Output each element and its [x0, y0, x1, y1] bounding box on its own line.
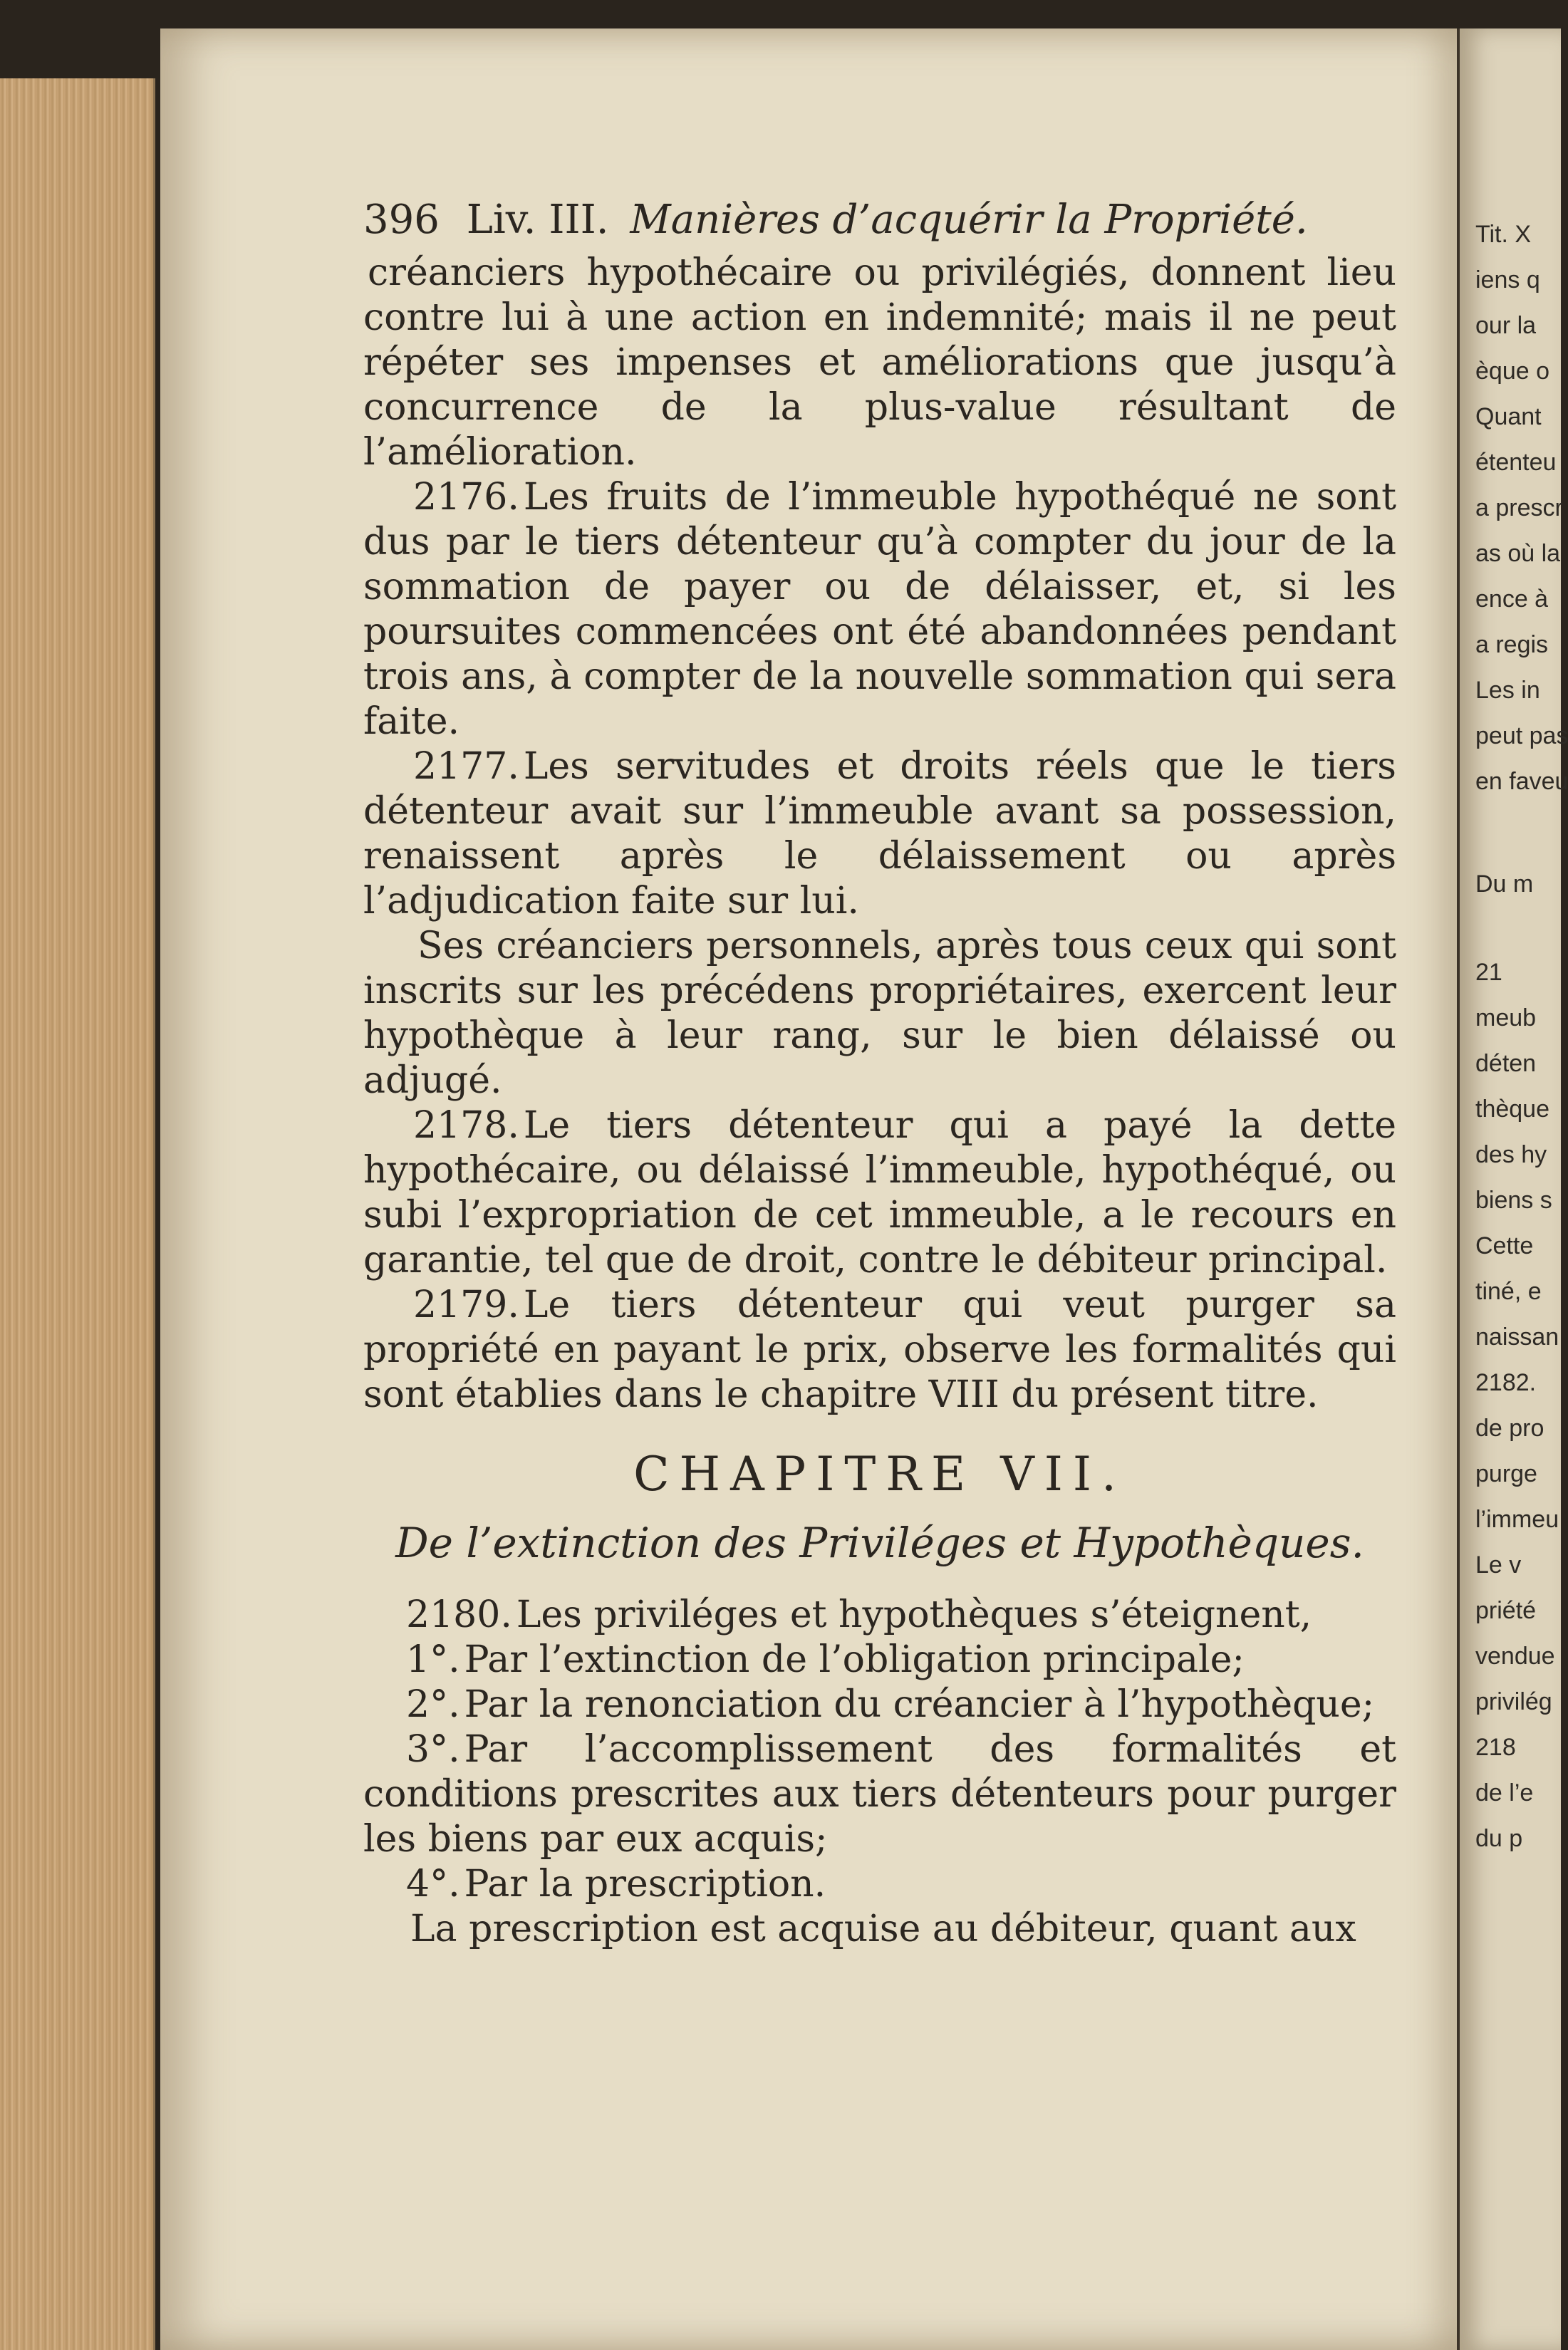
next-page-fragment: meub — [1475, 1004, 1537, 1031]
next-page-fragment: de pro — [1475, 1415, 1544, 1442]
running-header — [363, 192, 1396, 248]
next-page-fragment: purge — [1475, 1460, 1537, 1487]
item-number: 3°. — [406, 1728, 460, 1771]
next-page-fragment: Du m — [1475, 870, 1534, 898]
next-page-fragment: en faveu — [1475, 768, 1568, 795]
next-page-fragment: thèque — [1475, 1096, 1549, 1123]
paragraph: Ses créanciers personnels, après tous ceux qui sont inscrits sur les précédens propriétaires, exercent leur hypothèque à leur rang, sur le bien délaissé ou adjugé. — [363, 925, 1396, 1102]
list-item: 1°. Par l’extinction de l’obligation principale; — [406, 1638, 1245, 1681]
page-text — [363, 192, 1396, 1952]
paragraph: La prescription est acquise au débiteur, quant aux — [410, 1908, 1356, 1950]
item-number: 4°. — [406, 1863, 460, 1906]
right-page-sliver — [1457, 28, 1568, 2350]
next-page-fragment: Tit. X — [1475, 221, 1532, 248]
item-number: 1°. — [406, 1638, 460, 1681]
book-label: Liv. III. — [466, 197, 609, 243]
article-number: 2180. — [406, 1593, 512, 1636]
article-number: 2179. — [413, 1284, 519, 1326]
next-page-fragment: 21 — [1475, 959, 1502, 986]
paragraph: créanciers hypothécaire ou privilégiés, donnent lieu contre lui à une action en indemnité; mais il ne peut répéter ses impenses et améliorations que jusqu’à concurrence de la plus-value résultant de l’amélioration. — [363, 251, 1396, 474]
next-page-fragment: privilég — [1475, 1688, 1552, 1715]
next-page-fragment: étenteu — [1475, 449, 1557, 476]
next-page-fragment: déten — [1475, 1050, 1537, 1077]
page-number: 396 — [363, 197, 440, 243]
list-item: 2°. Par la renonciation du créancier à l’hypothèque; — [406, 1683, 1375, 1726]
next-page-fragment: des hy — [1475, 1141, 1547, 1168]
book-page-edges — [0, 78, 155, 2350]
next-page-fragment: ence à — [1475, 586, 1549, 613]
next-page-fragment: de l’e — [1475, 1779, 1534, 1806]
next-page-fragment: Cette — [1475, 1232, 1534, 1259]
next-page-fragment: Quant — [1475, 403, 1542, 430]
article-number: 2176. — [413, 476, 519, 519]
next-page-fragment: l’immeu — [1475, 1506, 1559, 1533]
article-number: 2178. — [413, 1104, 519, 1147]
next-page-fragment: priété — [1475, 1597, 1537, 1624]
article-2176: 2176. Les fruits de l’immeuble hypothéqué ne sont dus par le tiers détenteur qu’à compter du jour de la sommation de payer ou de délaisser, et, si les poursuites commencées ont été abandonnées pendant trois ans, à compter de la nouvelle sommation qui sera faite. — [363, 476, 1396, 743]
next-page-fragment: Le v — [1475, 1551, 1522, 1579]
next-page-fragment: a prescr — [1475, 494, 1563, 521]
running-title: Manières d’acquérir la Propriété. — [630, 197, 1308, 243]
chapter-title: De l’extinction des Priviléges et Hypothèques. — [395, 1519, 1364, 1567]
article-2178: 2178. Le tiers détenteur qui a payé la dette hypothécaire, ou délaissé l’immeuble, hypothéqué, ou subi l’expropriation de cet immeuble, a le recours en garantie, tel que de droit, contre le débiteur principal. — [363, 1104, 1396, 1281]
next-page-fragment: our la — [1475, 312, 1537, 339]
next-page-fragment: biens s — [1475, 1187, 1552, 1214]
next-page-fragment: as où la — [1475, 540, 1561, 567]
next-page-fragment: iens q — [1475, 266, 1540, 293]
article-2180: 2180. Les priviléges et hypothèques s’éteignent, — [406, 1593, 1312, 1636]
next-page-fragment: 2182. — [1475, 1369, 1537, 1396]
next-page-fragment: vendue — [1475, 1643, 1555, 1670]
next-page-fragment: 218 — [1475, 1734, 1516, 1761]
next-page-fragment: Les in — [1475, 677, 1540, 704]
list-item: 4°. Par la prescription. — [406, 1863, 826, 1906]
item-number: 2°. — [406, 1683, 460, 1726]
next-page-fragment: du p — [1475, 1825, 1523, 1852]
article-2179: 2179. Le tiers détenteur qui veut purger sa propriété en payant le prix, observe les formalités qui sont établies dans le chapitre VIII du présent titre. — [363, 1284, 1396, 1416]
list-item: 3°. Par l’accomplissement des formalités et conditions prescrites aux tiers détenteurs pour purger les biens par eux acquis; — [363, 1728, 1396, 1861]
next-page-fragment: èque o — [1475, 358, 1549, 385]
next-page-fragment: naissan — [1475, 1324, 1559, 1351]
article-2177: 2177. Les servitudes et droits réels que le tiers détenteur avait sur l’immeuble avant sa possession, renaissent après le délaissement ou après l’adjudication faite sur lui. — [363, 745, 1396, 922]
next-page-fragment: a regis — [1475, 631, 1549, 658]
chapter-heading: CHAPITRE VII. — [633, 1447, 1126, 1502]
next-page-fragment: tiné, e — [1475, 1278, 1542, 1305]
next-page-fragment: peut pas — [1475, 722, 1568, 749]
article-number: 2177. — [413, 745, 519, 788]
